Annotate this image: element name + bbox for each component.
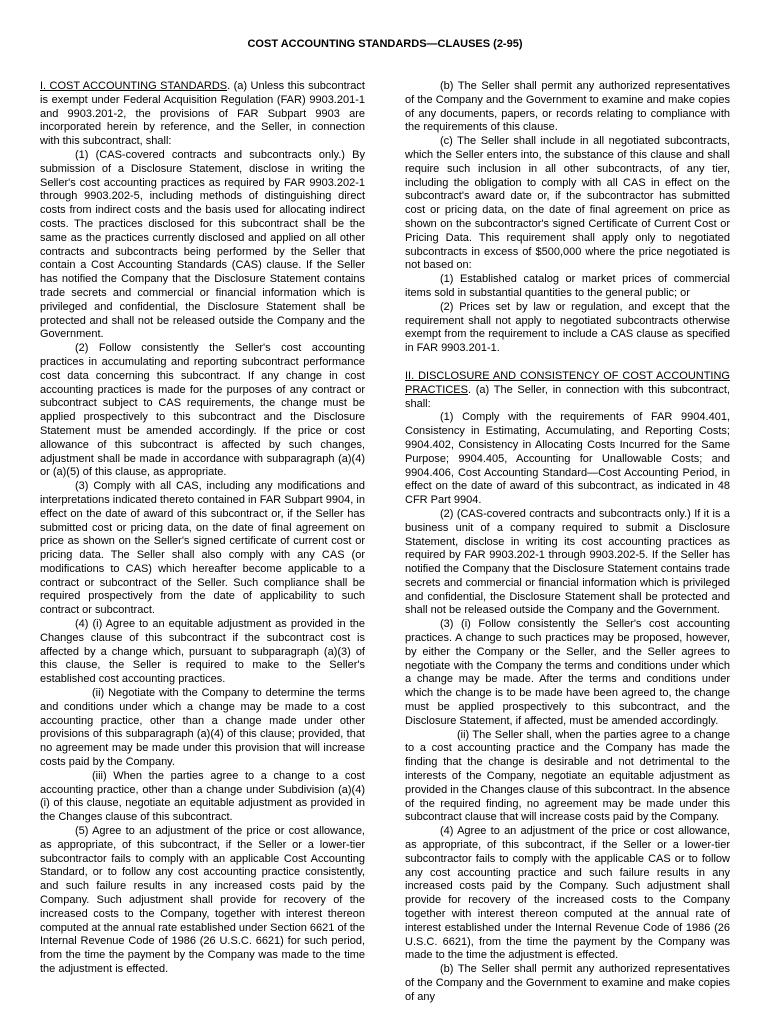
paragraph-ii-a2: (2) (CAS-covered contracts and subcontracts only.) If it is a business unit of a company required to submit a Disclosure Statement, disclose in writing its cost accounting practices as required by FAR 9903.202-1 through 9903.202-5. If the Seller has notified the Company that the Disclosure Statement contains trade secrets and commercial or financial information which is privileged and confidential, the Disclosure Statement shall be protected and shall not be released outside the Company and the Government. (405, 507, 730, 617)
paragraph-a1: (1) (CAS-covered contracts and subcontracts only.) By submission of a Disclosure Statement, disclose in writing the Seller's cost accounting practices as required by FAR 9903.202-1 through 9903.202-5, including methods of distinguishing direct costs from indirect costs and the basis used for allocating indirect costs. The practices disclosed for this subcontract shall be the same as the practices currently disclosed and applied on all other contracts and subcontracts being performed by the Seller that contain a Cost Accounting Standards (CAS) clause. If the Seller has notified the Company that the Disclosure Statement contains trade secrets and commercial or financial information which is privileged and confidential, the Disclosure Statement shall be protected and shall not be released outside the Company and the Government. (40, 148, 365, 341)
section-1-heading: I. COST ACCOUNTING STANDARDS (40, 80, 228, 92)
paragraph-a5: (5) Agree to an adjustment of the price or cost allowance, as appropriate, of this subcontract, if the Seller or a lower-tier subcontractor fails to comply with an applicable Cost Accounting Standard, or to follow any cost accounting practice consistently, and such failure results in any increased costs paid by the Company. Such adjustment shall provide for recovery of the increased costs to the Company, together with interest thereon computed at the annual rate established under Section 6621 of the Internal Revenue Code of 1986 (26 U.S.C. 6621) for such period, from the time the payment by the Company was made to the time the adjustment is effected. (40, 825, 365, 975)
paragraph-ii-b: (b) The Seller shall permit any authorized representatives of the Company and the Government to examine and make copies of any (405, 963, 730, 1003)
paragraph-ii-a1: (1) Comply with the requirements of FAR 9904.401, Consistency in Estimating, Accumulating, and Reporting Costs; 9904.402, Consistency in Allocating Costs Incurred for the Same Purpose; 9904.405, Accounting for Unallowable Costs; and 9904.406, Cost Accounting Standard—Cost Accounting Period, in effect on the date of award of this subcontract, as indicated in 48 CFR Part 9904. (405, 411, 730, 507)
section-2-heading: II. DISCLOSURE AND CONSISTENCY OF COST ACCOUNTING PRACTICES (405, 369, 730, 396)
left-column (40, 80, 365, 1015)
paragraph-a4iii: (iii) When the parties agree to a change to a cost accounting practice, other than a change under Subdivision (a)(4)(i) of this clause, negotiate an equitable adjustment as provided in the Changes clause of this subcontract. (40, 769, 365, 824)
paragraph-c2: (2) Prices set by law or regulation, and except that the requirement shall not apply to negotiated subcontracts otherwise exempt from the requirement to include a CAS clause as specified in FAR 9903.201-1. (405, 300, 730, 355)
paragraph-a2: (2) Follow consistently the Seller's cost accounting practices in accumulating and reporting subcontract performance cost data concerning this subcontract. If any change in cost accounting practices is made for the purposes of any contract or subcontract subject to CAS requirements, the change must be applied prospectively to this subcontract and the Disclosure Statement must be amended accordingly. If the price or cost allowance of this subcontract is affected by such changes, adjustment shall be made in accordance with subparagraph (a)(4) or (a)(5) of this clause, as appropriate. (40, 342, 365, 479)
section-1-intro: I. COST ACCOUNTING STANDARDS. (a) Unless this subcontract is exempt under Federal Acquisition Regulation (FAR) 9903.201-1 and 9903.201-2, the provisions of FAR Subpart 9903 are incorporated herein by reference, and the Seller, in connection with this subcontract, shall: (40, 80, 365, 148)
paragraph-a4i: (4) (i) Agree to an equitable adjustment as provided in the Changes clause of this subcontract if the subcontract cost is affected by a change which, pursuant to subparagraph (a)(3) of this clause, the Seller is required to make to the Seller's established cost accounting practices. (40, 618, 365, 686)
paragraph-ii-a3i: (3) (i) Follow consistently the Seller's cost accounting practices. A change to such practices may be proposed, however, by either the Company or the Seller, and the Seller agrees to negotiate with the Company the terms and conditions under which a change may be made. After the terms and conditions under which the change is to be made have been agreed to, the change must be applied prospectively to this subcontract, and the Disclosure Statement, if affected, must be amended accordingly. (405, 618, 730, 727)
paragraph-c: (c) The Seller shall include in all negotiated subcontracts, which the Seller enters into, the substance of this clause and shall require such inclusion in all other subcontracts, of any tier, including the obligation to comply with all CAS in effect on the subcontract's award date or, if the subcontractor has submitted cost or pricing data, on the date of final agreement on price as shown on the subcontractor's signed Certificate of Current Cost or Pricing Data. This requirement shall apply only to negotiated subcontracts in excess of $500,000 where the price negotiated is not based on: (405, 135, 730, 272)
paragraph-a4ii: (ii) Negotiate with the Company to determine the terms and conditions under which a change may be made to a cost accounting practice, other than a change made under other provisions of this subparagraph (a)(4) of this clause; provided, that no agreement may be made under this provision that will increase costs paid by the Company. (40, 687, 365, 769)
paragraph-b: (b) The Seller shall permit any authorized representatives of the Company and the Government to examine and make copies of any documents, papers, or records relating to compliance with the requirements of this clause. (405, 80, 730, 134)
paragraph-ii-a4: (4) Agree to an adjustment of the price or cost allowance, as appropriate, of this subcontract, if the Seller or a lower-tier subcontractor fails to comply with the applicable CAS or to follow any cost accounting practice and such failure results in any increased costs paid by the Company. Such adjustment shall provide for recovery of the increased costs to the Company together with interest thereon computed at the annual rate of interest established under the Internal Revenue Code of 1986 (26 U.S.C. 6621), from the time the payment by the Company was made to the time the adjustment is effected. (405, 825, 730, 962)
section-2-intro: II. DISCLOSURE AND CONSISTENCY OF COST ACCOUNTING PRACTICES. (a) The Seller, in connection with this subcontract, shall: (405, 369, 730, 410)
paragraph-c1: (1) Established catalog or market prices of commercial items sold in substantial quantities to the general public; or (405, 273, 730, 299)
paragraph-a3: (3) Comply with all CAS, including any modifications and interpretations indicated thereto contained in FAR Subpart 9904, in effect on the date of award of this subcontract or, if the Seller has submitted cost or pricing data, on the date of final agreement on price as shown on the Seller's signed certificate of current cost or pricing data. The Seller shall also comply with any CAS (or modifications to CAS) which hereafter become applicable to a contract or subcontract of the Seller. Such compliance shall be required prospectively from the date of applicability to such contract or subcontract. (40, 480, 365, 617)
paragraph-ii-a3ii: (ii) The Seller shall, when the parties agree to a change to a cost accounting practice and the Company has made the finding that the change is desirable and not detrimental to the interests of the Company, negotiate an equitable adjustment as provided in the Changes clause of this subcontract. In the absence of the required finding, no agreement may be made under this subcontract clause that will increase costs paid by the Company. (405, 728, 730, 824)
page-title: COST ACCOUNTING STANDARDS—CLAUSES (2-95) (247, 38, 523, 50)
right-column (405, 80, 730, 1015)
